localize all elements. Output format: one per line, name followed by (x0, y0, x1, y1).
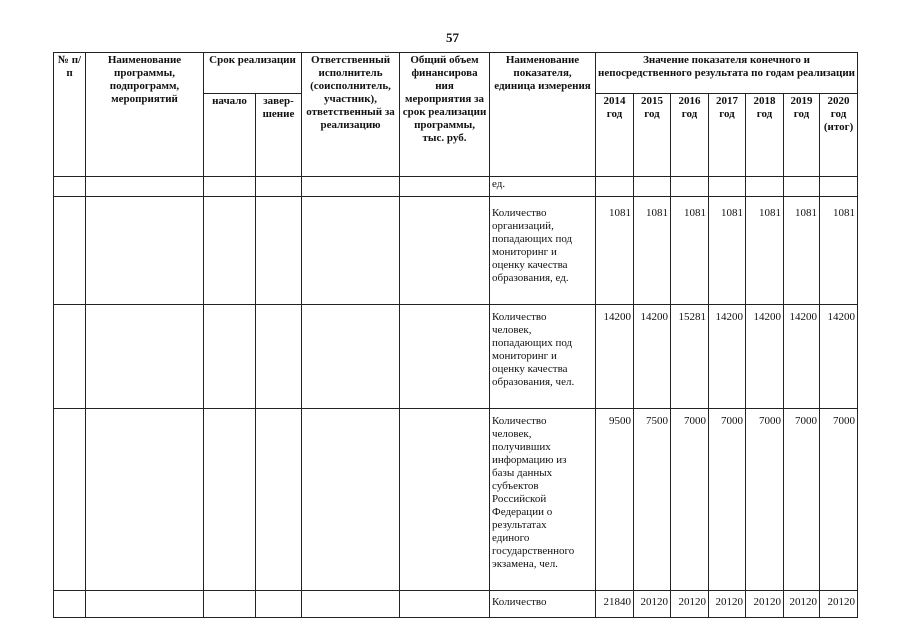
value-2016 (671, 177, 709, 197)
value-2016: 1081 (671, 197, 709, 305)
cell-no (54, 305, 86, 409)
header-start: начало (204, 94, 256, 177)
value-2018: 7000 (746, 409, 784, 591)
value-2017: 7000 (709, 409, 746, 591)
cell-program (86, 591, 204, 618)
cell-end (256, 197, 302, 305)
cell-no (54, 409, 86, 591)
value-2016: 20120 (671, 591, 709, 618)
value-2017: 1081 (709, 197, 746, 305)
value-2015 (634, 177, 671, 197)
value-2018: 1081 (746, 197, 784, 305)
cell-program (86, 409, 204, 591)
cell-program (86, 305, 204, 409)
cell-start (204, 305, 256, 409)
table-row (54, 409, 858, 591)
cell-executor (302, 177, 400, 197)
table-row (54, 591, 858, 618)
value-2014: 9500 (596, 409, 634, 591)
table-row (54, 305, 858, 409)
header-year-2018: 2018 год (746, 94, 784, 177)
table-row (54, 197, 858, 305)
value-2015: 20120 (634, 591, 671, 618)
value-2014 (596, 177, 634, 197)
cell-funding (400, 197, 490, 305)
value-2015: 7500 (634, 409, 671, 591)
cell-no (54, 591, 86, 618)
header-year-2020: 2020 год (итог) (820, 94, 858, 177)
value-2020: 14200 (820, 305, 858, 409)
cell-program (86, 177, 204, 197)
cell-end (256, 409, 302, 591)
cell-no (54, 197, 86, 305)
cell-funding (400, 409, 490, 591)
cell-funding (400, 177, 490, 197)
value-2018: 20120 (746, 591, 784, 618)
indicator-name: Количество организаций, попадающих под мониторинг и оценку качества образования, ед. (490, 197, 596, 305)
cell-program (86, 197, 204, 305)
value-2019: 20120 (784, 591, 820, 618)
cell-funding (400, 591, 490, 618)
value-2020: 7000 (820, 409, 858, 591)
header-program: Наименование программы, подпрограмм, мероприятий (86, 53, 204, 177)
header-term: Срок реализации (204, 53, 302, 94)
value-2017: 20120 (709, 591, 746, 618)
cell-start (204, 409, 256, 591)
header-funding: Общий объем финансирова ния мероприятия за срок реализации программы, тыс. руб. (400, 53, 490, 177)
value-2015: 14200 (634, 305, 671, 409)
value-2019: 7000 (784, 409, 820, 591)
value-2016: 7000 (671, 409, 709, 591)
header-year-2014: 2014 год (596, 94, 634, 177)
cell-end (256, 591, 302, 618)
value-2019: 14200 (784, 305, 820, 409)
cell-executor (302, 591, 400, 618)
indicators-table (53, 52, 858, 618)
value-2019: 1081 (784, 197, 820, 305)
value-2020: 1081 (820, 197, 858, 305)
indicator-name: Количество человек, попадающих под мониторинг и оценку качества образования, чел. (490, 305, 596, 409)
header-year-2016: 2016 год (671, 94, 709, 177)
value-2020 (820, 177, 858, 197)
cell-executor (302, 305, 400, 409)
value-2019 (784, 177, 820, 197)
header-executor: Ответственный исполнитель (соисполнитель, участник), ответственный за реализацию (302, 53, 400, 177)
cell-start (204, 197, 256, 305)
header-year-2019: 2019 год (784, 94, 820, 177)
value-2018: 14200 (746, 305, 784, 409)
value-2018 (746, 177, 784, 197)
value-2017: 14200 (709, 305, 746, 409)
cell-start (204, 591, 256, 618)
indicator-name: ед. (490, 177, 596, 197)
value-2014: 14200 (596, 305, 634, 409)
value-2016: 15281 (671, 305, 709, 409)
header-no: № п/п (54, 53, 86, 177)
cell-start (204, 177, 256, 197)
indicator-name: Количество (490, 591, 596, 618)
value-2014: 1081 (596, 197, 634, 305)
cell-executor (302, 197, 400, 305)
cell-no (54, 177, 86, 197)
header-end: завер-шение (256, 94, 302, 177)
header-row-1 (54, 53, 858, 94)
header-year-2015: 2015 год (634, 94, 671, 177)
header-year-2017: 2017 год (709, 94, 746, 177)
header-indicator: Наименование показателя, единица измерения (490, 53, 596, 177)
page-number: 57 (446, 30, 459, 45)
indicator-name: Количество человек, получивших информацию из базы данных субъектов Российской Федерации о результатах единого государственного экзамена, чел. (490, 409, 596, 591)
value-2015: 1081 (634, 197, 671, 305)
cell-executor (302, 409, 400, 591)
header-values: Значение показателя конечного и непосредственного результата по годам реализации (596, 53, 858, 94)
cell-end (256, 305, 302, 409)
cell-funding (400, 305, 490, 409)
cell-end (256, 177, 302, 197)
value-2017 (709, 177, 746, 197)
value-2014: 21840 (596, 591, 634, 618)
value-2020: 20120 (820, 591, 858, 618)
table-row (54, 177, 858, 197)
